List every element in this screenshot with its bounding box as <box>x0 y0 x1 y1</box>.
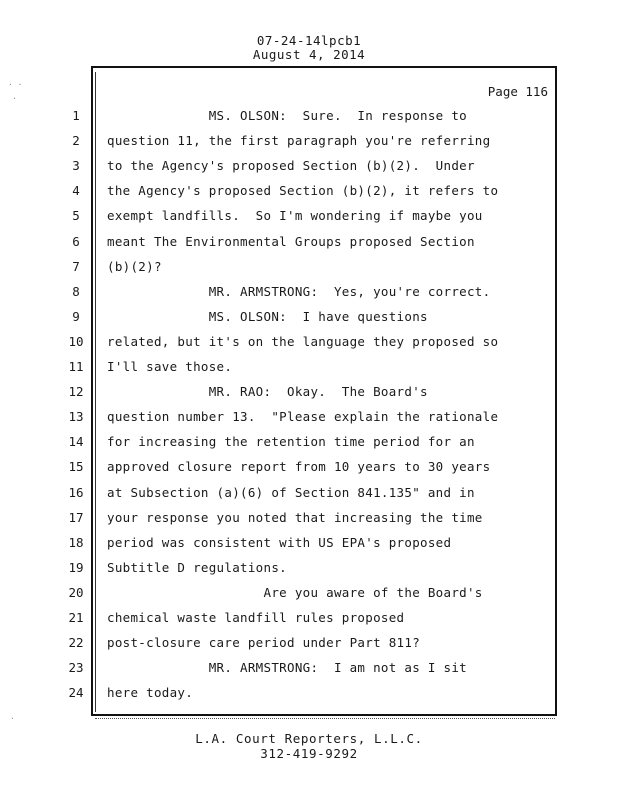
transcript-line-text: to the Agency's proposed Section (b)(2). Under <box>107 158 475 173</box>
transcript-line-text: exempt landfills. So I'm wondering if maybe you <box>107 208 483 223</box>
court-reporter-phone: 312-419-9292 <box>260 746 358 761</box>
transcript-line-text: related, but it's on the language they proposed so <box>107 334 499 349</box>
page-number: Page 116 <box>487 84 548 99</box>
transcript-line-text: period was consistent with US EPA's proposed <box>107 535 452 550</box>
transcript-line-text: your response you noted that increasing the time <box>107 510 483 525</box>
transcript-line-text: question 11, the first paragraph you're referring <box>107 133 491 148</box>
transcript-line-text: Are you aware of the Board's <box>107 585 483 600</box>
line-number: 8 <box>72 284 80 299</box>
line-number: 5 <box>72 208 80 223</box>
transcript-file-id: 07-24-14lpcb1 <box>256 33 362 48</box>
scan-speck: . <box>12 92 17 101</box>
line-number: 16 <box>68 485 84 500</box>
line-number: 17 <box>68 510 84 525</box>
transcript-line-text: chemical waste landfill rules proposed <box>107 610 405 625</box>
transcript-line-text: Subtitle D regulations. <box>107 560 287 575</box>
line-number: 11 <box>68 359 84 374</box>
line-number: 4 <box>72 183 80 198</box>
transcript-line-text: MS. OLSON: I have questions <box>107 309 428 324</box>
line-number: 2 <box>72 133 80 148</box>
transcript-date: August 4, 2014 <box>252 47 366 62</box>
transcript-line-text: question number 13. "Please explain the rationale <box>107 409 499 424</box>
line-number: 13 <box>68 409 84 424</box>
transcript-line-text: approved closure report from 10 years to 30 years <box>107 459 491 474</box>
line-number: 23 <box>68 660 84 675</box>
transcript-line-text: for increasing the retention time period for an <box>107 434 475 449</box>
margin-rule <box>95 72 96 712</box>
court-reporter-name: L.A. Court Reporters, L.L.C. <box>195 731 423 746</box>
line-number: 15 <box>68 459 84 474</box>
scan-speck: . . <box>8 78 23 87</box>
scan-speck: . <box>10 712 15 721</box>
transcript-line-text: here today. <box>107 685 194 700</box>
line-number: 21 <box>68 610 84 625</box>
line-number: 10 <box>68 334 84 349</box>
transcript-line-text: post-closure care period under Part 811? <box>107 635 421 650</box>
transcript-line-text: MR. ARMSTRONG: Yes, you're correct. <box>107 284 491 299</box>
line-number: 3 <box>72 158 80 173</box>
transcript-line-text: (b)(2)? <box>107 259 162 274</box>
line-number: 9 <box>72 309 80 324</box>
transcript-line-text: MR. ARMSTRONG: I am not as I sit <box>107 660 467 675</box>
line-number: 6 <box>72 234 80 249</box>
transcript-line-text: I'll save those. <box>107 359 233 374</box>
transcript-line-text: at Subsection (a)(6) of Section 841.135" and in <box>107 485 475 500</box>
transcript-line-text: meant The Environmental Groups proposed Section <box>107 234 475 249</box>
line-number: 18 <box>68 535 84 550</box>
line-number: 7 <box>72 259 80 274</box>
transcript-line-text: the Agency's proposed Section (b)(2), it refers to <box>107 183 499 198</box>
line-number: 22 <box>68 635 84 650</box>
line-number: 24 <box>68 685 84 700</box>
bottom-rule <box>95 718 555 719</box>
line-number: 19 <box>68 560 84 575</box>
line-number: 12 <box>68 384 84 399</box>
line-number: 14 <box>68 434 84 449</box>
line-number: 20 <box>68 585 84 600</box>
transcript-line-text: MR. RAO: Okay. The Board's <box>107 384 428 399</box>
transcript-line-text: MS. OLSON: Sure. In response to <box>107 108 467 123</box>
line-number: 1 <box>72 108 80 123</box>
